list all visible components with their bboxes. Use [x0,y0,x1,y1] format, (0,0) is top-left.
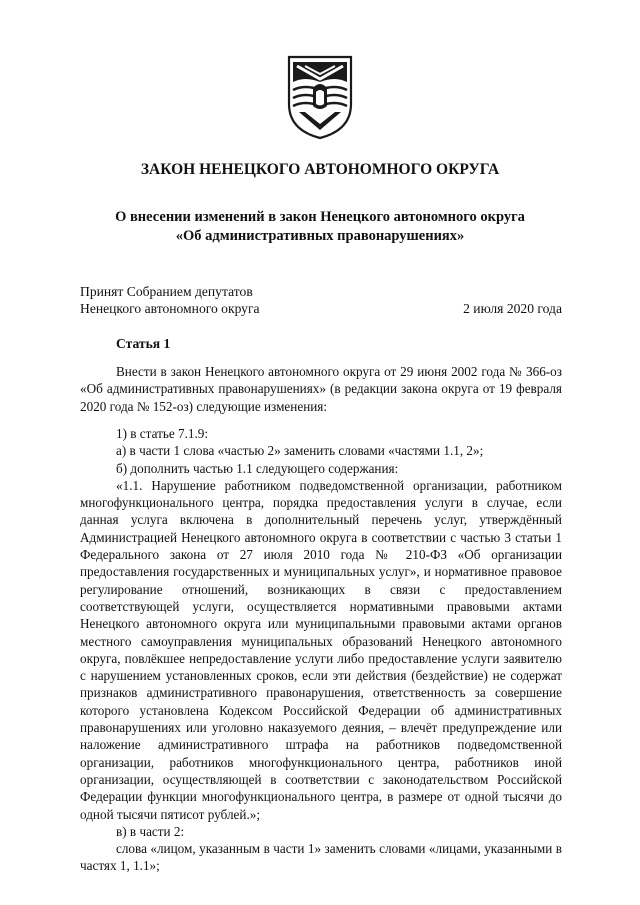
subtitle-line-1: О внесении изменений в закон Ненецкого автономного округа [115,209,525,225]
article-items [80,425,562,875]
quoted-part-1-1: «1.1. Нарушение работником подведомственной организации, работником многофункционального центра, порядка предоставления услуги в случае, если данная услуга включена в дополнительный перечень услуг, утверждённый Администрацией Ненецкого автономного округа в соответствии с частью 3 статьи 1 Федерального закона от 27 июля 2010 года № 210-ФЗ «Об организации предоставления государственных и муниципальных услуг», и нормативное правовое регулирование отношений, возникающих в связи с предоставлением соответствующей услуги, осуществляется нормативными правовыми актами Ненецкого автономного округа или муниципальными правовыми актами органов местного самоуправления муниципальных образований Ненецкого автономного округа, повлёкшее непредоставление услуги либо предоставление услуги заявителю с нарушением установленных сроков, если эти действия (бездействие) не содержат признаков административного правонарушения, ответственность за совершение которого установлена Кодексом Российской Федерации об административных правонарушениях или уголовно наказуемого деяния, – влечёт предупреждение или наложение административного штрафа на работников подведомственной организации, работников многофункционального центра, работников иной организации, осуществляющей в соответствии с законодательством Российской Федерации функции многофункционального центра, в размере от одной тысячи до одной тысячи пятисот рублей.»; [80,477,562,822]
article-intro [80,363,562,415]
item-1-b: б) дополнить частью 1.1 следующего содержания: [116,460,399,476]
item-1-v: в) в части 2: [116,823,185,839]
document-title: ЗАКОН НЕНЕЦКОГО АВТОНОМНОГО ОКРУГА [140,161,500,178]
nao-coat-of-arms-icon [285,54,355,140]
adopted-date: 2 июля 2020 года [463,301,562,316]
item-1-a: а) в части 1 слова «частью 2» заменить словами «частями 1.1, 2»; [116,443,484,459]
article-heading: Статья 1 [116,336,171,351]
subtitle-line-2: «Об административных правонарушениях» [175,228,465,244]
adopted-line-2: Ненецкого автономного округа [80,301,260,316]
adopted-by [80,283,260,317]
document-subtitle [60,208,580,246]
item-1: 1) в статье 7.1.9: [116,426,209,441]
adopted-line-1: Принят Собранием депутатов [80,284,253,299]
item-1-v-text: слова «лицом, указанным в части 1» заменить словами «лицами, указанными в частях 1, 1.1»; [80,841,562,874]
intro-paragraph: Внести в закон Ненецкого автономного округа от 29 июня 2002 года № 366-оз «Об административных правонарушениях» (в редакции закона округа от 19 февраля 2020 года № 152-оз) следующие изменения: [80,364,562,414]
